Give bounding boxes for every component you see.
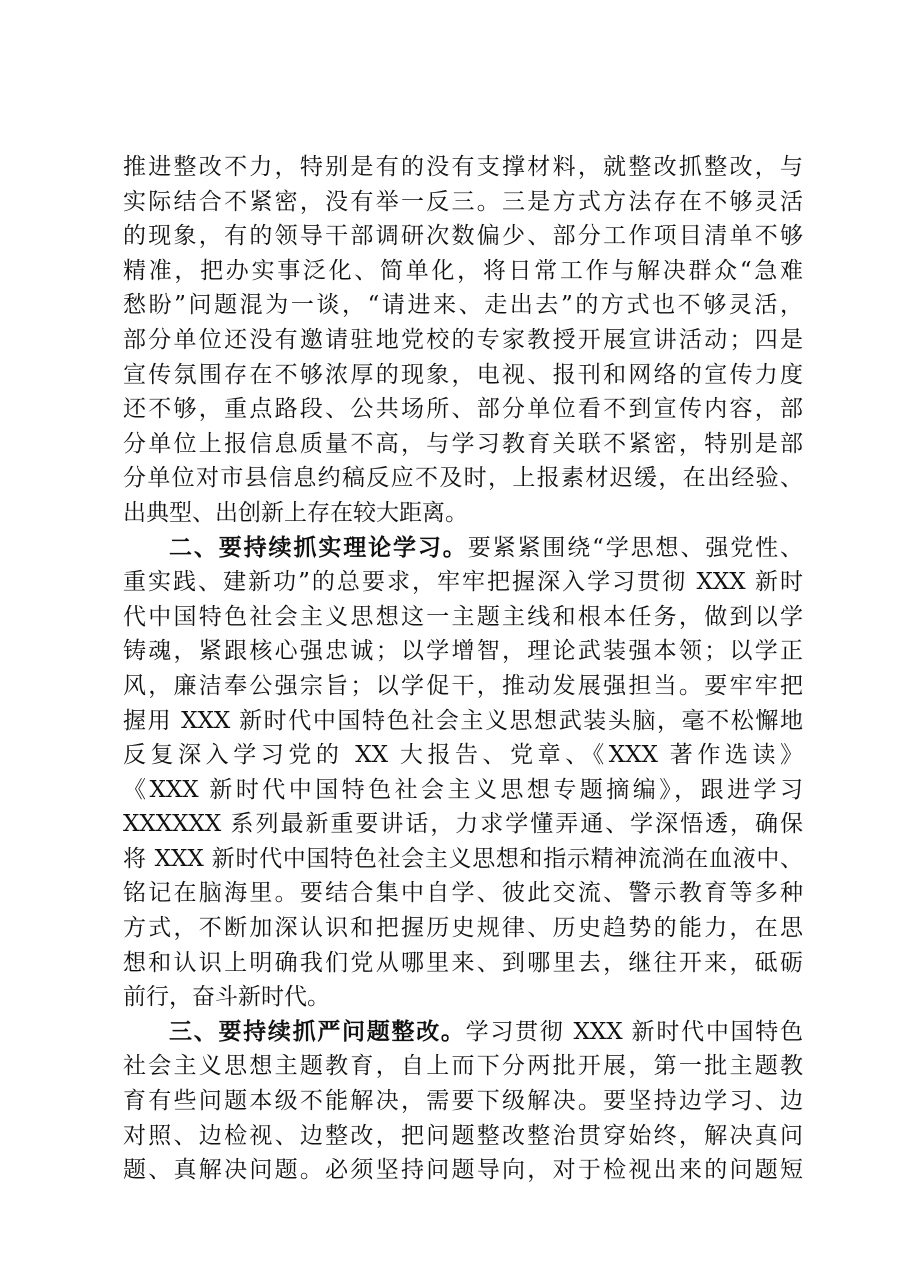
text-line: 铸魂，紧跟核心强忠诚；以学增智，理论武装强本领；以学正 [123, 638, 803, 665]
text-line: 《XXX 新时代中国特色社会主义思想专题摘编》，跟进学习 [123, 776, 803, 803]
text-line: 分单位对市县信息约稿反应不及时，上报素材迟缓，在出经验、 [123, 465, 803, 492]
text-line: 风，廉洁奉公强宗旨；以学促干，推动发展强担当。要牢牢把 [123, 672, 803, 699]
text-line: 方式，不断加深认识和把握历史规律、历史趋势的能力，在思 [123, 915, 803, 942]
text-line: 握用 XXX 新时代中国特色社会主义思想武装头脑，毫不松懈地 [123, 707, 803, 734]
text-line: 部分单位还没有邀请驻地党校的专家教授开展宣讲活动；四是 [123, 326, 803, 353]
paragraph-3 [123, 1015, 803, 1188]
section-heading: 二、要持续抓实理论学习。 [169, 533, 468, 561]
text-line: 育有些问题本级不能解决，需要下级解决。要坚持边学习、边 [123, 1088, 803, 1115]
text-line: 想和认识上明确我们党从哪里来、到哪里去，继往开来，砥砺 [123, 949, 803, 976]
text-line: 出典型、出创新上存在较大距离。 [123, 499, 468, 526]
text-line: 分单位上报信息质量不高，与学习教育关联不紧密，特别是部 [123, 430, 803, 457]
text-line: 代中国特色社会主义思想这一主题主线和根本任务，做到以学 [123, 603, 803, 630]
heading-line-text: 学习贯彻 XXX 新时代中国特色 [465, 1018, 803, 1045]
paragraph-1 [123, 150, 803, 531]
text-line: XXXXXX 系列最新重要讲话，力求学懂弄通、学深悟透，确保 [123, 811, 803, 838]
text-line: 还不够，重点路段、公共场所、部分单位看不到宣传内容，部 [123, 396, 803, 423]
text-line: 的现象，有的领导干部调研次数偏少、部分工作项目清单不够 [123, 223, 803, 250]
text-line: 实际结合不紧密，没有举一反三。三是方式方法存在不够灵活 [123, 188, 803, 215]
text-line: 推进整改不力，特别是有的没有支撑材料，就整改抓整改，与 [123, 154, 803, 180]
text-line: 宣传氛围存在不够浓厚的现象，电视、报刊和网络的宣传力度 [123, 361, 803, 388]
text-line: 社会主义思想主题教育，自上而下分两批开展，第一批主题教 [123, 1053, 803, 1080]
text-line: 题、真解决问题。必须坚持问题导向，对于检视出来的问题短 [123, 1157, 803, 1184]
heading-line-text: 要紧紧围绕“学思想、强党性、 [467, 534, 804, 561]
text-line: 愁盼”问题混为一谈，“请进来、走出去”的方式也不够灵活， [123, 292, 803, 319]
paragraph-first-line [123, 1015, 803, 1050]
text-line: 铭记在脑海里。要结合集中自学、彼此交流、警示教育等多种 [123, 880, 803, 907]
paragraph-first-line [123, 531, 803, 566]
text-line: 反复深入学习党的 XX 大报告、党章、《XXX 著作选读》 [123, 742, 803, 769]
text-line: 精准，把办实事泛化、简单化，将日常工作与解决群众“急难 [123, 257, 803, 284]
text-line: 将 XXX 新时代中国特色社会主义思想和指示精神流淌在血液中、 [123, 845, 803, 872]
paragraph-2 [123, 531, 803, 1015]
document-body [123, 150, 803, 1188]
text-line: 前行，奋斗新时代。 [123, 984, 330, 1011]
text-line: 重实践、建新功”的总要求，牢牢把握深入学习贯彻 XXX 新时 [123, 569, 803, 596]
text-line: 对照、边检视、边整改，把问题整改整治贯穿始终，解决真问 [123, 1122, 803, 1149]
section-heading: 三、要持续抓严问题整改。 [169, 1017, 466, 1045]
